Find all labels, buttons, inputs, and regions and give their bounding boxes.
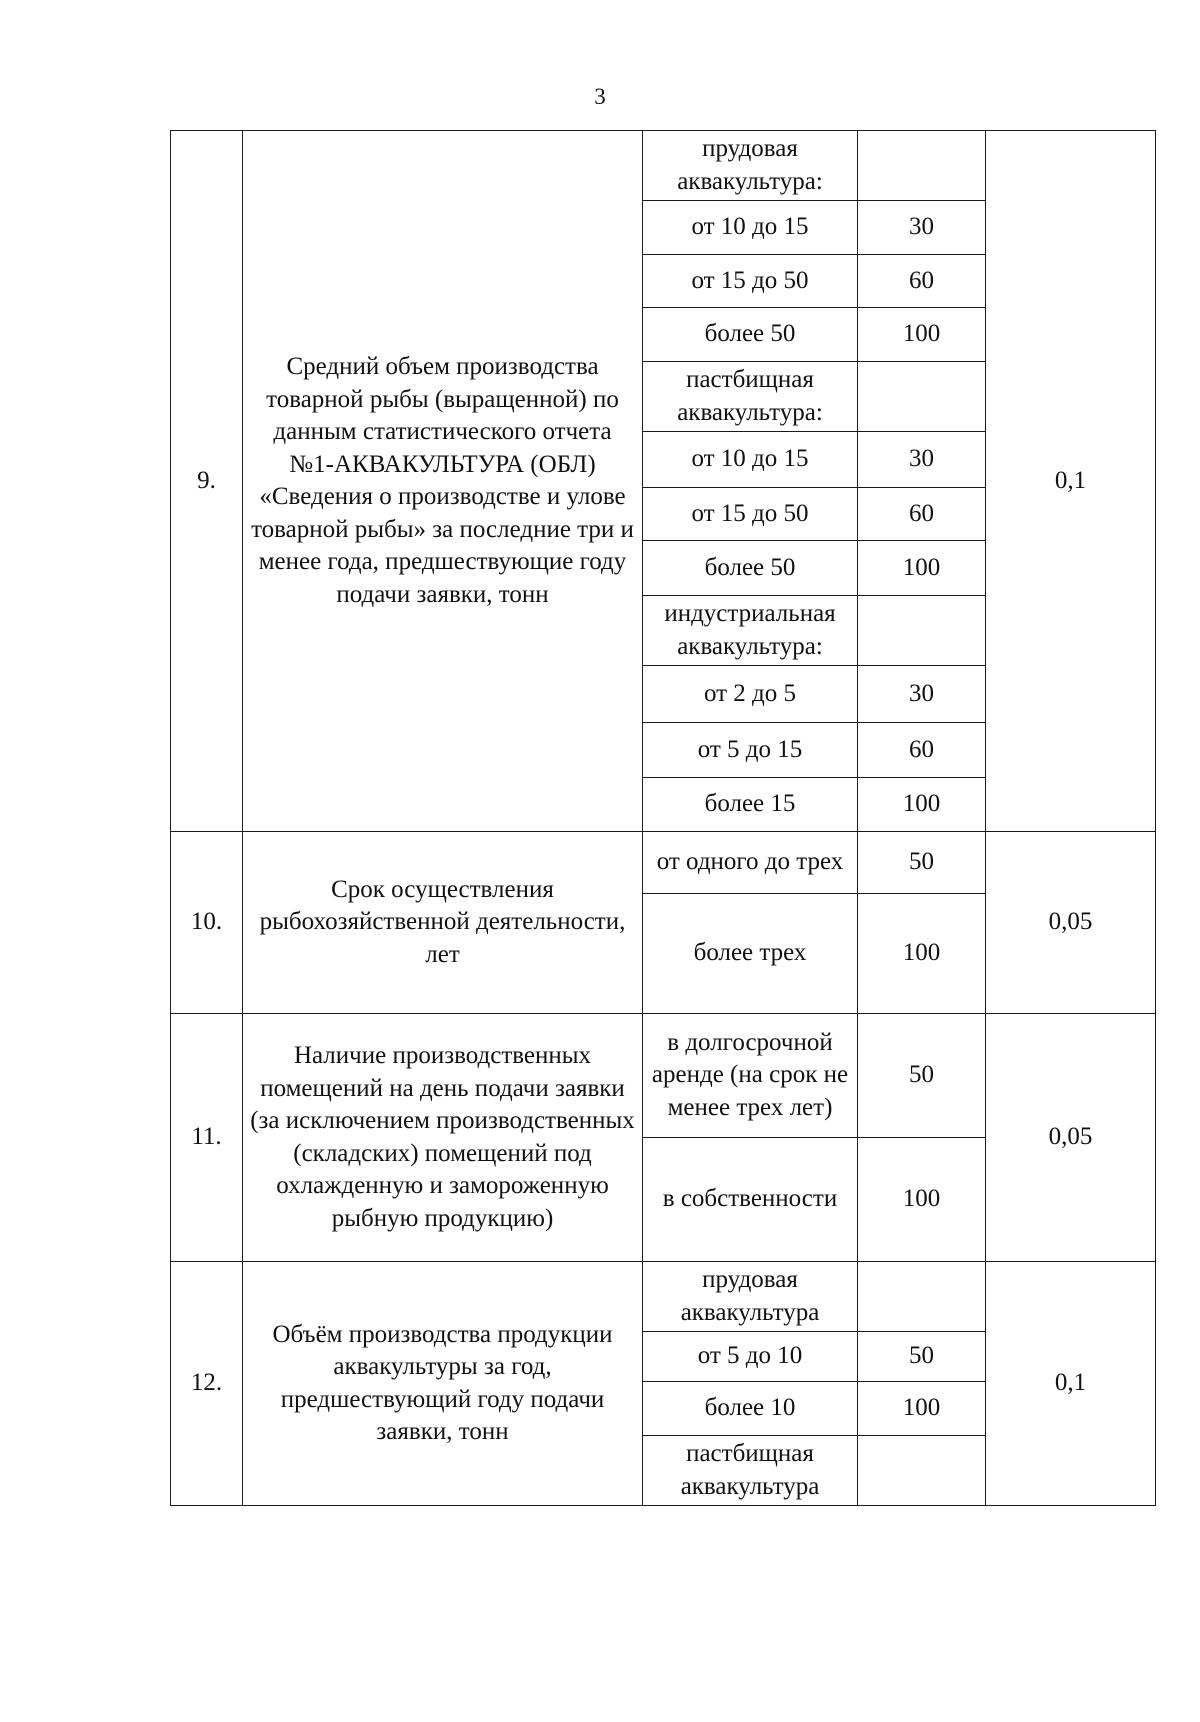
option-points: 60 [858,723,986,778]
option-label: более трех [643,894,858,1014]
option-points: 30 [858,201,986,255]
row-number: 12. [171,1262,243,1506]
option-points: 60 [858,488,986,541]
criterion-weight: 0,1 [986,131,1156,832]
option-points: 60 [858,255,986,308]
option-points: 100 [858,308,986,362]
criterion-weight: 0,05 [986,832,1156,1014]
criterion-description: Наличие производственных помещений на день подачи заявки (за исключением производственных (складских) помещений под охлажденную и замороженную рыбную продукцию) [243,1014,643,1262]
option-points: 50 [858,1332,986,1382]
option-points: 100 [858,894,986,1014]
option-points [858,362,986,432]
criterion-description: Средний объем производства товарной рыбы (выращенной) по данным статистического отчета №1-АКВАКУЛЬТУРА (ОБЛ) «Сведения о производстве и улове товарной рыбы» за последние три и менее года, предшествующие году подачи заявки, тонн [243,131,643,832]
page-number: 3 [594,84,606,109]
option-label: от одного до трех [643,832,858,894]
table-row [171,832,1156,894]
option-label: индустриальная аквакультура: [643,596,858,666]
option-points: 30 [858,666,986,723]
option-points: 50 [858,832,986,894]
option-label: от 15 до 50 [643,255,858,308]
option-points [858,1436,986,1506]
table-row [171,131,1156,201]
criterion-weight: 0,1 [986,1262,1156,1506]
option-label: пастбищная аквакультура [643,1436,858,1506]
option-label: от 2 до 5 [643,666,858,723]
row-number: 10. [171,832,243,1014]
criterion-description: Срок осуществления рыбохозяйственной деятельности, лет [243,832,643,1014]
option-points [858,131,986,201]
option-label: в долгосрочной аренде (на срок не менее трех лет) [643,1014,858,1138]
table-row [171,1262,1156,1332]
option-label: прудовая аквакультура [643,1262,858,1332]
option-points: 100 [858,1382,986,1436]
option-label: пастбищная аквакультура: [643,362,858,432]
option-label: от 15 до 50 [643,488,858,541]
option-label: более 50 [643,541,858,596]
option-points: 50 [858,1014,986,1138]
option-points: 100 [858,541,986,596]
option-label: более 50 [643,308,858,362]
row-number: 11. [171,1014,243,1262]
option-points [858,596,986,666]
criterion-weight: 0,05 [986,1014,1156,1262]
option-points [858,1262,986,1332]
option-label: от 5 до 10 [643,1332,858,1382]
option-label: более 15 [643,778,858,832]
option-label: в собственности [643,1138,858,1262]
option-label: более 10 [643,1382,858,1436]
criteria-table [170,130,1156,1506]
option-label: от 10 до 15 [643,201,858,255]
row-number: 9. [171,131,243,832]
option-label: от 10 до 15 [643,432,858,488]
option-points: 100 [858,778,986,832]
table-row [171,1014,1156,1138]
option-points: 100 [858,1138,986,1262]
option-points: 30 [858,432,986,488]
option-label: от 5 до 15 [643,723,858,778]
option-label: прудовая аквакультура: [643,131,858,201]
criterion-description: Объём производства продукции аквакультуры за год, предшествующий году подачи заявки, тонн [243,1262,643,1506]
